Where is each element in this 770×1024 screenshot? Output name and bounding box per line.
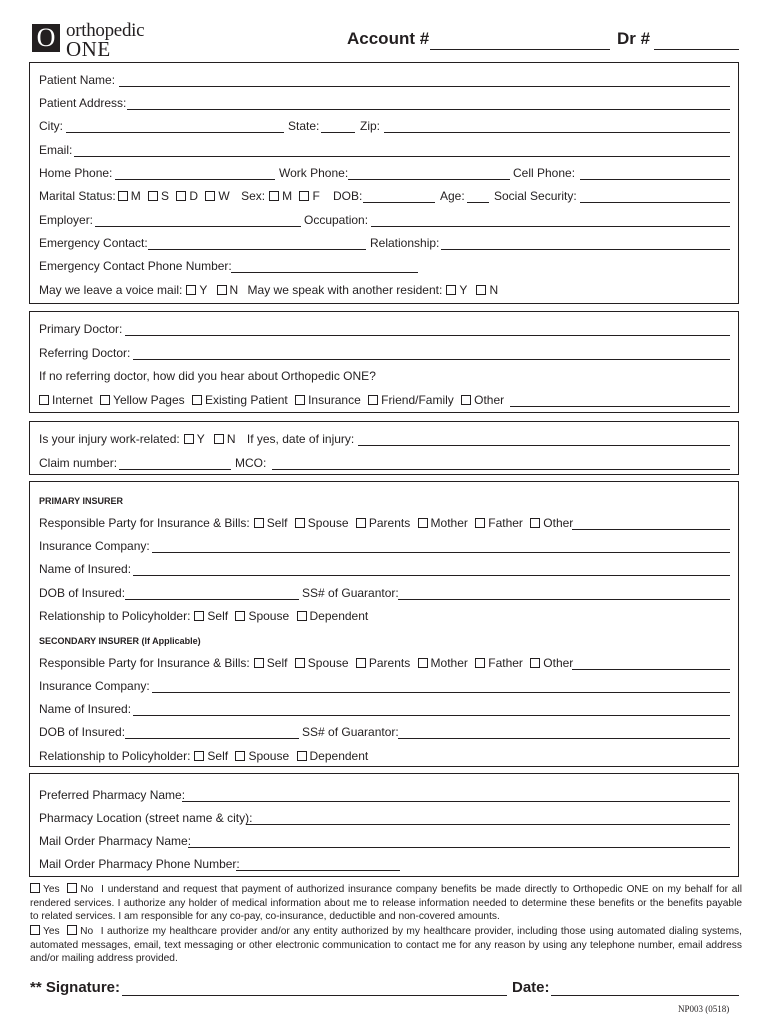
primary-responsible-party-label: Responsible Party for Insurance & Bills: (39, 516, 250, 530)
primary-dob-insured-label: DOB of Insured: (39, 586, 126, 600)
form-code: NP003 (0518) (678, 1004, 730, 1014)
preferred-pharmacy-field[interactable] (182, 801, 730, 802)
primary-mother-checkbox[interactable] (418, 518, 428, 528)
primary-insurer-heading: PRIMARY INSURER (39, 496, 124, 506)
primary-other-field[interactable] (572, 529, 730, 530)
referring-doctor-field[interactable] (133, 359, 730, 360)
dr-label: Dr # (617, 29, 651, 48)
secondary-dob-insured-label: DOB of Insured: (39, 725, 126, 739)
friend-family-label: Friend/Family (381, 393, 454, 407)
primary-relationship-row (39, 607, 368, 625)
primary-responsible-party-row (39, 514, 573, 532)
age-label: Age: (440, 189, 465, 203)
secondary-rel-spouse-checkbox[interactable] (235, 751, 245, 761)
other-referral-field[interactable] (510, 406, 730, 407)
occupation-field[interactable] (371, 226, 730, 227)
account-field[interactable] (430, 49, 610, 50)
existing-patient-label: Existing Patient (205, 393, 288, 407)
contact-authorization-text: I authorize my healthcare provider and/or any entity authorized by my healthcare provider, including those using automated dialing systems, automated messages, email, text messaging or other electronic communication to contact me for any reason by using any telephone number, email address and/or mailing address provided. (30, 926, 742, 964)
social-security-field[interactable] (580, 202, 730, 203)
pharmacy-location-label: Pharmacy Location (street name & city): (39, 811, 253, 825)
state-label: State: (288, 119, 320, 133)
state-field[interactable] (321, 132, 355, 133)
marital-d-label: D (189, 189, 199, 203)
secondary-self-checkbox[interactable] (254, 658, 264, 668)
existing-patient-checkbox[interactable] (192, 395, 202, 405)
secondary-other-field[interactable] (572, 669, 730, 670)
work-related-yes-label: Y (196, 432, 205, 446)
logo-text-orthopedic: orthopedic (66, 20, 145, 41)
home-phone-field[interactable] (115, 179, 275, 180)
hear-about-options (39, 391, 504, 409)
voicemail-no-label: N (229, 283, 239, 297)
contact-no-label: No (80, 926, 94, 937)
secondary-insurer-heading: SECONDARY INSURER (If Applicable) (39, 636, 201, 646)
work-related-label: Is your injury work-related: (39, 432, 180, 446)
hear-about-question: If no referring doctor, how did you hear about Orthopedic ONE? (39, 369, 376, 383)
sex-m-label: M (282, 189, 293, 203)
claim-number-field[interactable] (119, 469, 231, 470)
primary-parents-checkbox[interactable] (356, 518, 366, 528)
secondary-mother-checkbox[interactable] (418, 658, 428, 668)
sex-f-checkbox[interactable] (299, 191, 309, 201)
primary-father-label: Father (488, 516, 523, 530)
secondary-responsible-party-label: Responsible Party for Insurance & Bills: (39, 656, 250, 670)
marital-status-label: Marital Status: (39, 189, 116, 203)
relationship-field[interactable] (441, 249, 730, 250)
claim-number-label: Claim number: (39, 456, 118, 470)
emergency-phone-label: Emergency Contact Phone Number: (39, 259, 232, 273)
home-phone-label: Home Phone: (39, 166, 113, 180)
primary-self-label: Self (266, 516, 288, 530)
primary-doctor-field[interactable] (125, 335, 730, 336)
insurance-checkbox[interactable] (295, 395, 305, 405)
work-related-no-checkbox[interactable] (214, 434, 224, 444)
injury-date-label: If yes, date of injury: (246, 432, 355, 446)
secondary-name-insured-field[interactable] (133, 715, 730, 716)
payment-yes-checkbox[interactable] (30, 883, 40, 893)
secondary-parents-checkbox[interactable] (356, 658, 366, 668)
secondary-insurance-company-field[interactable] (152, 692, 730, 693)
secondary-rel-spouse-label: Spouse (248, 749, 290, 763)
age-field[interactable] (467, 202, 489, 203)
marital-w-label: W (218, 189, 230, 203)
emergency-phone-field[interactable] (231, 272, 418, 273)
marital-status-row (39, 187, 320, 205)
employer-field[interactable] (95, 226, 301, 227)
work-related-yes-checkbox[interactable] (184, 434, 194, 444)
primary-self-checkbox[interactable] (254, 518, 264, 528)
yellow-pages-label: Yellow Pages (113, 393, 185, 407)
marital-s-label: S (161, 189, 170, 203)
zip-label: Zip: (360, 119, 381, 133)
patient-name-label: Patient Name: (39, 73, 116, 87)
zip-field[interactable] (384, 132, 730, 133)
secondary-rel-self-checkbox[interactable] (194, 751, 204, 761)
emergency-contact-label: Emergency Contact: (39, 236, 148, 250)
contact-yes-checkbox[interactable] (30, 925, 40, 935)
injury-date-field[interactable] (358, 445, 730, 446)
secondary-dob-insured-field[interactable] (125, 738, 299, 739)
dr-field[interactable] (654, 49, 739, 50)
voicemail-yes-label: Y (199, 283, 208, 297)
referring-doctor-label: Referring Doctor: (39, 346, 131, 360)
logo-text-one: ONE (66, 37, 111, 61)
internet-checkbox[interactable] (39, 395, 49, 405)
secondary-ss-guarantor-label: SS# of Guarantor: (302, 725, 399, 739)
marital-s-checkbox[interactable] (148, 191, 158, 201)
work-phone-field[interactable] (348, 179, 510, 180)
patient-address-label: Patient Address: (39, 96, 127, 110)
primary-other-label: Other (543, 516, 574, 530)
contact-no-checkbox[interactable] (67, 925, 77, 935)
insurance-label: Insurance (308, 393, 361, 407)
speak-resident-yes-label: Y (459, 283, 468, 297)
relationship-label: Relationship: (370, 236, 440, 250)
primary-parents-label: Parents (368, 516, 411, 530)
secondary-rel-dependent-checkbox[interactable] (297, 751, 307, 761)
secondary-rel-self-label: Self (207, 749, 229, 763)
primary-doctor-label: Primary Doctor: (39, 322, 123, 336)
contact-authorization-paragraph (30, 925, 742, 966)
secondary-spouse-checkbox[interactable] (295, 658, 305, 668)
sex-label: Sex: (241, 189, 266, 203)
signature-label: ** Signature: (30, 979, 121, 996)
emergency-contact-field[interactable] (148, 249, 366, 250)
primary-rel-dependent-checkbox[interactable] (297, 611, 307, 621)
primary-insurance-company-field[interactable] (152, 552, 730, 553)
secondary-other-checkbox[interactable] (530, 658, 540, 668)
secondary-self-label: Self (266, 656, 288, 670)
mail-order-phone-label: Mail Order Pharmacy Phone Number: (39, 857, 240, 871)
secondary-insurance-company-label: Insurance Company: (39, 679, 150, 693)
voicemail-no-checkbox[interactable] (217, 285, 227, 295)
primary-rel-dependent-label: Dependent (309, 609, 369, 623)
work-related-row (39, 430, 354, 448)
secondary-spouse-label: Spouse (307, 656, 349, 670)
work-related-no-label: N (226, 432, 236, 446)
primary-relationship-label: Relationship to Policyholder: (39, 609, 191, 623)
date-field[interactable] (551, 995, 739, 996)
friend-family-checkbox[interactable] (368, 395, 378, 405)
other-label: Other (474, 393, 505, 407)
secondary-name-insured-label: Name of Insured: (39, 702, 132, 716)
payment-no-label: No (80, 884, 94, 895)
patient-address-field[interactable] (127, 109, 730, 110)
marital-w-checkbox[interactable] (205, 191, 215, 201)
city-label: City: (39, 119, 63, 133)
mco-field[interactable] (272, 469, 730, 470)
employer-label: Employer: (39, 213, 94, 227)
social-security-label: Social Security: (494, 189, 577, 203)
work-phone-label: Work Phone: (279, 166, 349, 180)
date-label: Date: (512, 979, 550, 996)
secondary-father-label: Father (488, 656, 523, 670)
primary-insurance-company-label: Insurance Company: (39, 539, 150, 553)
secondary-other-label: Other (543, 656, 574, 670)
primary-other-checkbox[interactable] (530, 518, 540, 528)
primary-spouse-label: Spouse (307, 516, 349, 530)
internet-label: Internet (52, 393, 93, 407)
payment-no-checkbox[interactable] (67, 883, 77, 893)
dob-label: DOB: (333, 189, 363, 203)
primary-rel-self-label: Self (207, 609, 229, 623)
contact-yes-label: Yes (43, 926, 60, 937)
secondary-mother-label: Mother (430, 656, 468, 670)
secondary-relationship-label: Relationship to Policyholder: (39, 749, 191, 763)
primary-dob-insured-field[interactable] (125, 599, 299, 600)
marital-m-label: M (130, 189, 141, 203)
primary-ss-guarantor-label: SS# of Guarantor: (302, 586, 399, 600)
email-label: Email: (39, 143, 73, 157)
yellow-pages-checkbox[interactable] (100, 395, 110, 405)
marital-m-checkbox[interactable] (118, 191, 128, 201)
primary-name-insured-label: Name of Insured: (39, 562, 132, 576)
primary-father-checkbox[interactable] (475, 518, 485, 528)
voicemail-label: May we leave a voice mail: (39, 283, 183, 297)
primary-name-insured-field[interactable] (133, 575, 730, 576)
pharmacy-location-field[interactable] (246, 824, 730, 825)
mail-order-phone-field[interactable] (236, 870, 400, 871)
secondary-ss-guarantor-field[interactable] (398, 738, 730, 739)
logo-mark: O (32, 24, 60, 52)
secondary-rel-dependent-label: Dependent (309, 749, 369, 763)
payment-authorization-paragraph (30, 883, 742, 924)
preferred-pharmacy-label: Preferred Pharmacy Name: (39, 788, 186, 802)
signature-field[interactable] (122, 995, 507, 996)
mco-label: MCO: (235, 456, 267, 470)
mail-order-pharmacy-label: Mail Order Pharmacy Name: (39, 834, 192, 848)
city-field[interactable] (66, 132, 284, 133)
account-label: Account # (347, 29, 430, 48)
occupation-label: Occupation: (304, 213, 369, 227)
dob-field[interactable] (363, 202, 435, 203)
cell-phone-label: Cell Phone: (513, 166, 576, 180)
primary-ss-guarantor-field[interactable] (398, 599, 730, 600)
voicemail-yes-checkbox[interactable] (186, 285, 196, 295)
marital-d-checkbox[interactable] (176, 191, 186, 201)
payment-authorization-text: I understand and request that payment of authorized insurance company benefits be made directly to Orthopedic ONE on my behalf for all rendered services. I authorize any holder of medical information about me to release information needed to determine these benefits or the benefits payable to related services. I am responsible for any co-pay, co-insurance, deductible and non-covered amounts. (30, 884, 742, 922)
speak-resident-no-label: N (489, 283, 499, 297)
secondary-responsible-party-row (39, 654, 573, 672)
patient-name-field[interactable] (119, 86, 730, 87)
other-checkbox[interactable] (461, 395, 471, 405)
speak-resident-yes-checkbox[interactable] (446, 285, 456, 295)
speak-resident-no-checkbox[interactable] (476, 285, 486, 295)
sex-f-label: F (312, 189, 320, 203)
speak-resident-label: May we speak with another resident: (247, 283, 443, 297)
payment-yes-label: Yes (43, 884, 60, 895)
mail-order-pharmacy-field[interactable] (188, 847, 730, 848)
email-field[interactable] (74, 156, 730, 157)
primary-rel-self-checkbox[interactable] (194, 611, 204, 621)
orthopedic-one-logo (32, 18, 162, 61)
voicemail-row (39, 281, 498, 299)
primary-spouse-checkbox[interactable] (295, 518, 305, 528)
secondary-relationship-row (39, 747, 368, 765)
primary-mother-label: Mother (430, 516, 468, 530)
secondary-father-checkbox[interactable] (475, 658, 485, 668)
primary-rel-spouse-label: Spouse (248, 609, 290, 623)
primary-rel-spouse-checkbox[interactable] (235, 611, 245, 621)
sex-m-checkbox[interactable] (269, 191, 279, 201)
secondary-parents-label: Parents (368, 656, 411, 670)
cell-phone-field[interactable] (580, 179, 730, 180)
